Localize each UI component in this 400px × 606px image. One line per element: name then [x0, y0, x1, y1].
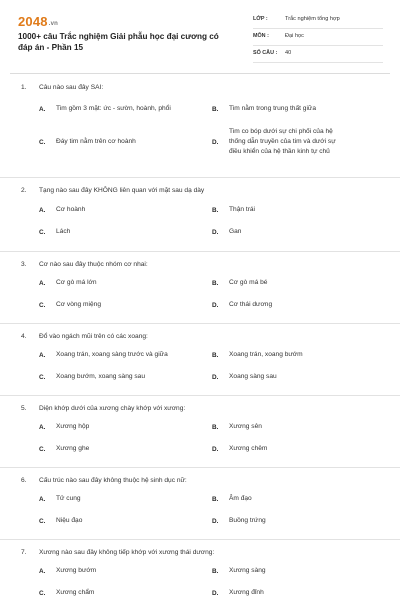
option-a[interactable] [39, 568, 96, 576]
option-letter: D. [212, 229, 219, 236]
option-c[interactable] [39, 590, 94, 598]
question-item [0, 396, 400, 468]
header [0, 0, 400, 74]
question-number: 6. [21, 477, 27, 484]
question-list [0, 74, 400, 606]
option-a[interactable] [39, 280, 97, 288]
meta-row-class [253, 12, 383, 29]
option-text: Cơ vòng miệng [56, 301, 102, 308]
question-item [0, 74, 400, 178]
option-text: Cơ hoành [56, 206, 86, 213]
question-text: Câu nào sau đây SAI: [39, 84, 104, 91]
option-b[interactable] [212, 106, 316, 114]
option-c[interactable] [39, 139, 136, 147]
option-text: Lách [56, 228, 71, 235]
option-letter: D. [212, 374, 219, 381]
option-letter: B. [212, 207, 219, 214]
option-d[interactable] [212, 128, 349, 157]
option-text: Cơ gò má bé [229, 279, 268, 286]
option-c[interactable] [39, 446, 89, 454]
option-text: Xoang trán, xoang bướm [229, 351, 303, 358]
option-letter: A. [39, 207, 46, 214]
option-letter: C. [39, 229, 46, 236]
option-d[interactable] [212, 229, 241, 237]
option-a[interactable] [39, 496, 81, 504]
option-text: Đáy tim nằm trên cơ hoành [56, 138, 136, 145]
option-text: Xương chêm [229, 445, 268, 452]
option-c[interactable] [39, 229, 70, 237]
option-text: Tim gồm 3 mặt: ức - sườn, hoành, phổi [56, 105, 171, 112]
option-letter: B. [212, 106, 219, 113]
meta-value: Đại học [285, 33, 304, 39]
option-text: Buồng trứng [229, 517, 266, 524]
option-text: Tim co bóp dưới sự chi phối của hệ thống dẫn truyền của tim và dưới sự điều khiển của hệ thần kinh tự chủ [229, 128, 336, 155]
option-text: Xương bướm [56, 567, 97, 574]
option-letter: A. [39, 424, 46, 431]
option-text: Xương sàng [229, 567, 266, 574]
option-d[interactable] [212, 590, 264, 598]
option-text: Gan [229, 228, 242, 235]
meta-key: LỚP : [253, 16, 268, 22]
option-letter: C. [39, 139, 46, 146]
site-logo[interactable] [18, 14, 58, 29]
question-text: Đổ vào ngách mũi trên có các xoang: [39, 333, 148, 340]
question-item [0, 178, 400, 252]
meta-key: MÔN : [253, 33, 269, 39]
meta-key: SỐ CÂU : [253, 50, 278, 56]
logo-text: 2048 [18, 14, 48, 29]
option-text: Âm đạo [229, 495, 252, 502]
option-text: Cơ gò má lớn [56, 279, 97, 286]
option-text: Xoang bướm, xoang sàng sau [56, 373, 146, 380]
option-a[interactable] [39, 424, 89, 432]
question-item [0, 540, 400, 606]
option-letter: D. [212, 302, 219, 309]
meta-row-count [253, 46, 383, 63]
document-title: 1000+ câu Trắc nghiệm Giải phẫu học đại cương có đáp án - Phần 15 [18, 32, 219, 52]
option-text: Thận trái [229, 206, 256, 213]
option-letter: D. [212, 446, 219, 453]
option-b[interactable] [212, 496, 252, 504]
option-c[interactable] [39, 302, 101, 310]
meta-table [253, 12, 383, 63]
option-letter: A. [39, 496, 46, 503]
option-a[interactable] [39, 207, 85, 215]
question-text: Cơ nào sau đây thuộc nhóm cơ nhai: [39, 261, 148, 268]
question-number: 4. [21, 333, 27, 340]
question-number: 5. [21, 405, 27, 412]
option-text: Niệu đạo [56, 517, 83, 524]
meta-value: Trắc nghiệm tổng hợp [285, 16, 340, 22]
logo-suffix: .vn [48, 21, 59, 27]
question-number: 3. [21, 261, 27, 268]
question-text: Tạng nào sau đây KHÔNG liên quan với mặt sau dạ dày [39, 187, 205, 194]
option-letter: B. [212, 496, 219, 503]
option-d[interactable] [212, 302, 272, 310]
option-letter: D. [212, 518, 219, 525]
option-letter: C. [39, 518, 46, 525]
option-c[interactable] [39, 374, 145, 382]
option-letter: A. [39, 280, 46, 287]
option-letter: B. [212, 424, 219, 431]
question-number: 1. [21, 84, 27, 91]
option-letter: A. [39, 352, 46, 359]
question-number: 2. [21, 187, 27, 194]
option-letter: C. [39, 302, 46, 309]
option-letter: B. [212, 568, 219, 575]
meta-row-subject [253, 29, 383, 46]
option-b[interactable] [212, 568, 266, 576]
option-letter: A. [39, 568, 46, 575]
option-b[interactable] [212, 424, 262, 432]
option-letter: C. [39, 590, 46, 597]
option-text: Xương chẩm [56, 589, 95, 596]
question-item [0, 252, 400, 324]
option-b[interactable] [212, 280, 267, 288]
option-text: Tử cung [56, 495, 81, 502]
question-text: Cấu trúc nào sau đây không thuộc hệ sinh dục nữ: [39, 477, 187, 484]
option-a[interactable] [39, 352, 168, 360]
option-text: Xương hộp [56, 423, 90, 430]
option-letter: B. [212, 280, 219, 287]
option-letter: A. [39, 106, 46, 113]
question-text: Xương nào sau đây không tiếp khớp với xương thái dương: [39, 549, 215, 556]
option-text: Xương ghe [56, 445, 90, 452]
option-a[interactable] [39, 106, 171, 114]
option-c[interactable] [39, 518, 82, 526]
option-letter: D. [212, 139, 219, 146]
option-b[interactable] [212, 352, 303, 360]
option-text: Xoang sàng sau [229, 373, 277, 380]
option-text: Xương sên [229, 423, 262, 430]
option-letter: B. [212, 352, 219, 359]
option-letter: C. [39, 374, 46, 381]
question-item [0, 468, 400, 540]
question-item [0, 324, 400, 396]
option-d[interactable] [212, 446, 267, 454]
option-text: Tim nằm trong trung thất giữa [229, 105, 316, 112]
option-text: Xoang trán, xoang sàng trước và giữa [56, 351, 168, 358]
option-letter: C. [39, 446, 46, 453]
option-text: Cơ thái dương [229, 301, 273, 308]
meta-value: 40 [285, 50, 292, 56]
option-letter: D. [212, 590, 219, 597]
option-text: Xương đỉnh [229, 589, 264, 596]
option-b[interactable] [212, 207, 255, 215]
question-text: Diện khớp dưới của xương chày khớp với xương: [39, 405, 186, 412]
option-d[interactable] [212, 518, 266, 526]
option-d[interactable] [212, 374, 277, 382]
question-number: 7. [21, 549, 27, 556]
